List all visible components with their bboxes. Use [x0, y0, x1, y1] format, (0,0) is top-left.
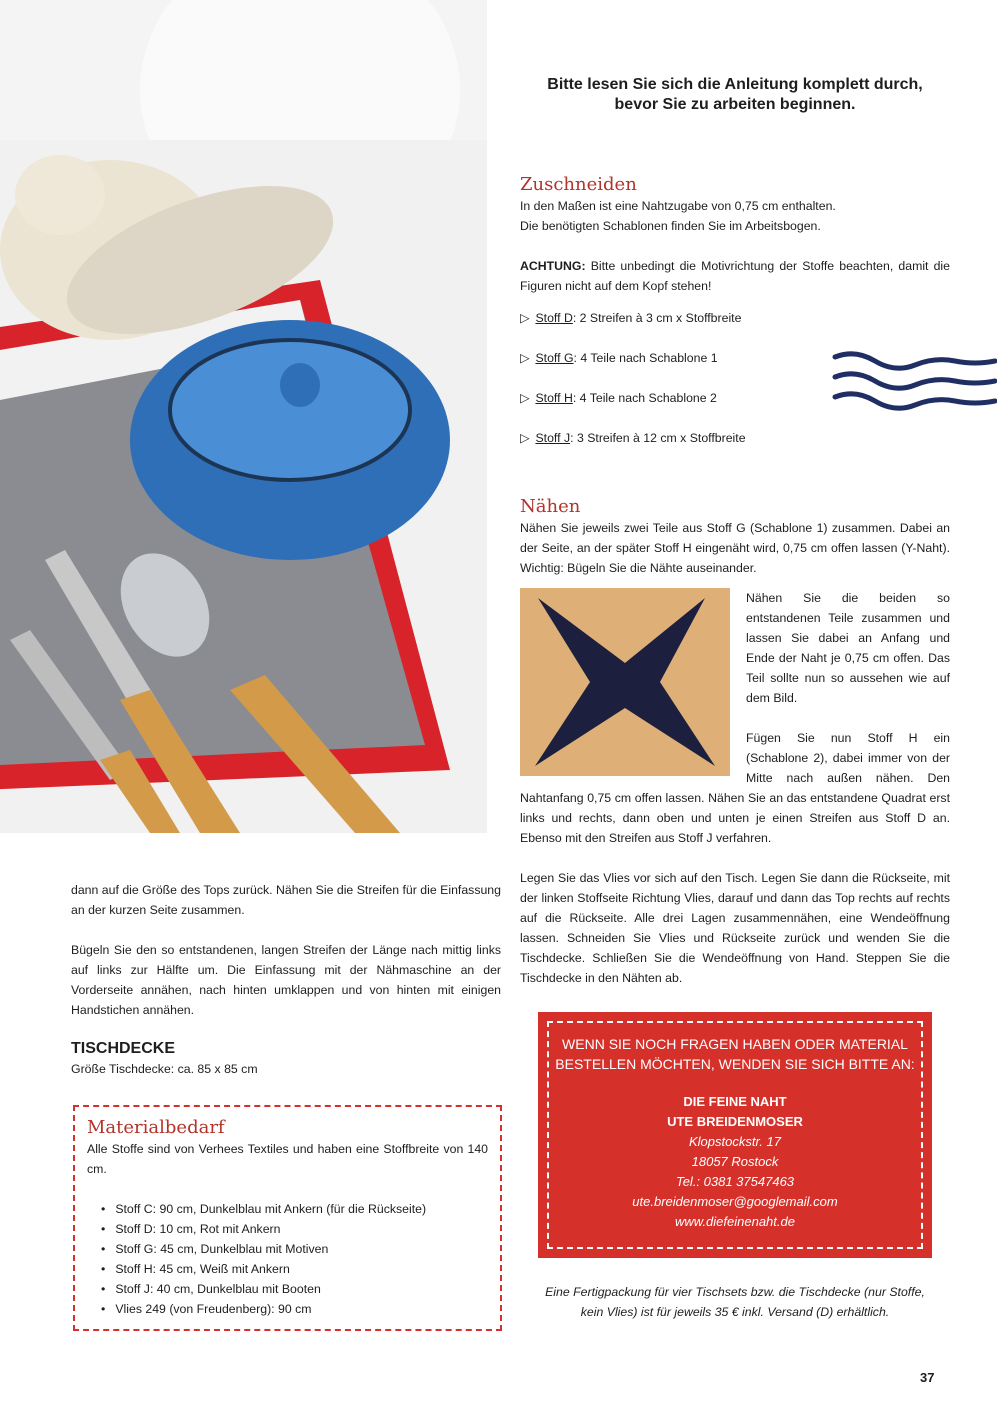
contact-line: BESTELLEN MÖCHTEN, WENDEN SIE SICH BITTE AN:: [555, 1056, 915, 1072]
contact-box: [538, 1012, 932, 1258]
contact-line: WENN SIE NOCH FRAGEN HABEN ODER MATERIAL: [562, 1036, 908, 1052]
heading-zuschneiden: Zuschneiden: [520, 174, 637, 195]
page-number: 37: [920, 1370, 935, 1385]
material-item: • Stoff C: 90 cm, Dunkelblau mit Ankern (für die Rückseite): [101, 1199, 488, 1219]
material-box: [73, 1105, 502, 1331]
paragraph: In den Maßen ist eine Nahtzugabe von 0,75 cm enthalten.: [520, 199, 836, 213]
material-item: • Stoff G: 45 cm, Dunkelblau mit Motiven: [101, 1239, 488, 1259]
contact-website[interactable]: www.diefeinenaht.de: [675, 1214, 795, 1229]
hero-photo: [0, 0, 487, 833]
paragraph: Nähen Sie die beiden so entstandenen Teile zusammen und lassen Sie dabei an Anfang und Ende der Naht je 0,75 cm offen. Das Teil sollte nun so aussehen wie auf dem Bild.: [746, 591, 950, 705]
achtung-text: Bitte unbedingt die Motivrichtung der Stoffe beachten, damit die Figuren nicht auf dem Kopf stehen!: [520, 259, 950, 293]
cut-text: : 4 Teile nach Schablone 2: [572, 391, 717, 405]
triangle-right-icon: ▷: [520, 391, 530, 405]
contact-city: 18057 Rostock: [691, 1154, 779, 1169]
fabric-name: Stoff D: [535, 311, 573, 325]
fabric-name: Stoff H: [535, 391, 573, 405]
cut-text: : 2 Streifen à 3 cm x Stoffbreite: [572, 311, 742, 325]
paragraph: dann auf die Größe des Tops zurück. Nähen Sie die Streifen für die Einfassung an der kurzen Seite zusammen.: [71, 883, 501, 917]
material-item: • Stoff D: 10 cm, Rot mit Ankern: [101, 1219, 488, 1239]
heading-material: Materialbedarf: [87, 1117, 225, 1138]
paragraph-part: das entstandene Quadrat erst links und rechts, dann oben und unten je einen Streifen aus Stoff D an. Ebenso mit den Streifen aus Stoff J verfahren.: [520, 791, 950, 845]
paragraph: Legen Sie das Vlies vor sich auf den Tisch. Legen Sie dann die Rückseite, mit der linken Stoffseite Richtung Vlies, darauf und dann das Top rechts auf rechts auf die Rückseite. Alle drei Lagen zusammennähen, eine Wendeöffnung lassen. Schneiden Sie Vlies und Rückseite zurück und wenden Sie die Tischdecke. Schließen Sie die Wendeöffnung von Hand. Steppen Sie die Tischdecke in den Nähten ab.: [520, 871, 950, 985]
cut-item: [520, 418, 950, 458]
fabric-name: Stoff J: [535, 431, 571, 445]
contact-phone: Tel.: 0381 37547463: [675, 1174, 795, 1189]
package-note: [520, 1282, 950, 1322]
cut-text: : 3 Streifen à 12 cm x Stoffbreite: [570, 431, 746, 445]
triangle-right-icon: ▷: [520, 351, 530, 365]
heading-naehen: Nähen: [520, 496, 581, 517]
waves-icon: [832, 350, 997, 412]
intro-line-2: bevor Sie zu arbeiten beginnen.: [614, 96, 856, 113]
cut-text: : 4 Teile nach Schablone 1: [573, 351, 718, 365]
heading-tischdecke: TISCHDECKE: [71, 1040, 176, 1057]
paragraph-part: Fügen Sie nun Stoff H ein (Schablone 2), dabei immer von der Mitte nach außen nähen. Den Nahtanfang 0,75 cm offen lassen. Nähen Sie an: [520, 731, 950, 805]
fabric-name: Stoff G: [535, 351, 574, 365]
star-photo: [520, 588, 730, 776]
paragraph: Nähen Sie jeweils zwei Teile aus Stoff G (Schablone 1) zusammen. Dabei an der Seite, an der später Stoff H eingenäht wird, 0,75 cm offen lassen (Y-Naht). Wichtig: Bügeln Sie die Nähte auseinander.: [520, 521, 950, 575]
section-zuschneiden: [520, 174, 950, 458]
material-item: • Vlies 249 (von Freudenberg): 90 cm: [101, 1299, 488, 1319]
right-column-flow: [520, 496, 950, 1322]
note-line: kein Vlies) ist für jeweils 35 € inkl. Versand (D) erhältlich.: [580, 1305, 890, 1319]
material-item: • Stoff H: 45 cm, Weiß mit Ankern: [101, 1259, 488, 1279]
paragraph: Bügeln Sie den so entstandenen, langen Streifen der Länge nach mittig links auf links zur Hälfte um. Die Einfassung mit der Nähmaschine an der Vorderseite annähen, nach hinten umklappen und von hinten mit einigen Handstichen annähen.: [71, 943, 501, 1017]
contact-email[interactable]: ute.breidenmoser@googlemail.com: [632, 1194, 838, 1209]
triangle-right-icon: ▷: [520, 431, 530, 445]
triangle-right-icon: ▷: [520, 311, 530, 325]
intro-heading: [505, 75, 965, 115]
intro-line-1: Bitte lesen Sie sich die Anleitung komplett durch,: [547, 76, 923, 93]
contact-street: Klopstockstr. 17: [688, 1134, 781, 1149]
tischdecke-size: Größe Tischdecke: ca. 85 x 85 cm: [71, 1062, 258, 1076]
cut-item: [520, 298, 950, 338]
contact-company: DIE FEINE NAHT: [683, 1094, 787, 1109]
note-line: Eine Fertigpackung für vier Tischsets bzw. die Tischdecke (nur Stoffe,: [545, 1285, 925, 1299]
achtung-paragraph: [520, 256, 950, 296]
contact-name: UTE BREIDENMOSER: [667, 1114, 803, 1129]
material-item: • Stoff J: 40 cm, Dunkelblau mit Booten: [101, 1279, 488, 1299]
left-column: [71, 880, 501, 1331]
achtung-label: ACHTUNG:: [520, 259, 586, 273]
material-intro: Alle Stoffe sind von Verhees Textiles und haben eine Stoffbreite von 140 cm.: [87, 1142, 488, 1176]
paragraph: Die benötigten Schablonen finden Sie im Arbeitsbogen.: [520, 219, 821, 233]
